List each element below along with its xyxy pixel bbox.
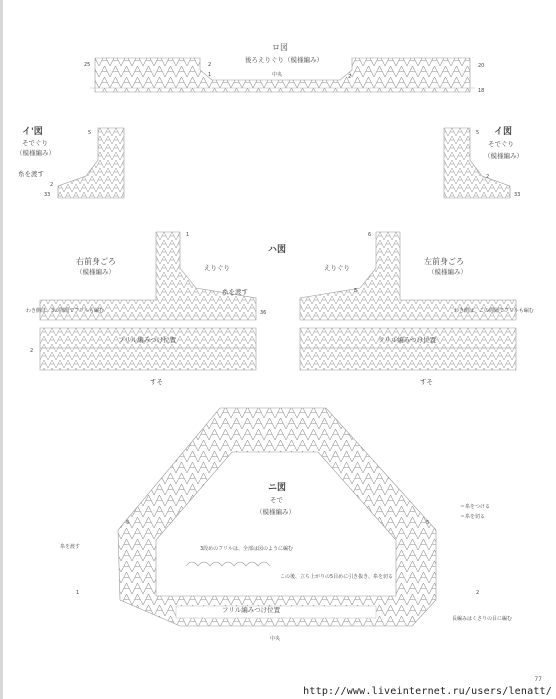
ha-frill-line-right: フリル編みつけ位置 bbox=[118, 336, 177, 344]
diagram-ha bbox=[26, 232, 534, 386]
ha-neck-left: えりぐり bbox=[324, 264, 350, 272]
ro-title: ロ図 bbox=[272, 43, 288, 52]
ni-row-b: 1 bbox=[76, 590, 80, 596]
ha-row-e: 5 bbox=[354, 288, 358, 294]
i-left-row-a: 5 bbox=[88, 130, 92, 136]
ha-row-a: 1 bbox=[186, 232, 190, 238]
i-right-row-c: 33 bbox=[514, 192, 521, 198]
ro-row-right-a: 20 bbox=[478, 63, 485, 69]
diagram-i-right bbox=[444, 125, 523, 198]
i-right-row-b: 2 bbox=[486, 174, 490, 180]
ha-hem-right: すそ bbox=[150, 378, 163, 386]
i-right-pattern: （模様編み） bbox=[484, 152, 523, 160]
i-left-row-c: 33 bbox=[44, 192, 51, 198]
ni-title: ニ図 bbox=[268, 483, 287, 493]
ha-left-pattern: （模様編み） bbox=[428, 268, 467, 276]
ni-row-a-right: 5 bbox=[426, 520, 430, 526]
i-right-name: そでぐり bbox=[488, 140, 514, 148]
i-left-stitch-block bbox=[58, 128, 124, 198]
ro-mark-c: 2 bbox=[348, 74, 352, 80]
i-right-row-a: 5 bbox=[476, 130, 480, 136]
ha-hem-left: すそ bbox=[420, 378, 433, 386]
ni-frill-line: フリル編みつけ位置 bbox=[222, 606, 281, 614]
ni-pattern: （模様編み） bbox=[256, 508, 295, 516]
ha-thread-note: 糸を渡す bbox=[222, 288, 248, 296]
i-left-row-b: 2 bbox=[50, 182, 54, 188]
ni-center: 中央 bbox=[270, 636, 281, 642]
ha-right-pattern: （模様編み） bbox=[76, 268, 115, 276]
ha-neck-right: えりぐり bbox=[204, 264, 230, 272]
ha-row-b: 36 bbox=[260, 310, 267, 316]
i-left-title: イ'図 bbox=[22, 127, 43, 137]
i-right-title: イ図 bbox=[494, 127, 513, 137]
ha-row-d: 6 bbox=[368, 232, 372, 238]
ha-title: ハ図 bbox=[268, 245, 287, 255]
i-left-pattern: （模様編み） bbox=[16, 149, 55, 157]
diagram-ni bbox=[60, 408, 512, 642]
diagram-i-left bbox=[16, 125, 124, 198]
ro-name: 後ろえりぐり（模様編み） bbox=[245, 56, 323, 64]
ni-frill-note: 3段めのフリルは、全部は図のように編む bbox=[200, 546, 293, 552]
ro-center-label: 中央 bbox=[272, 72, 283, 78]
ro-mark-b: 1 bbox=[208, 72, 212, 78]
ha-row-c: 2 bbox=[30, 348, 34, 354]
ni-turn-note: この後、立ち上がりの5目めに引き抜き、糸を切る bbox=[280, 574, 393, 580]
i-right-stitch-block bbox=[444, 128, 510, 198]
ha-left-frill-block bbox=[300, 328, 516, 370]
i-left-thread-note: 糸を渡す bbox=[18, 170, 44, 178]
ro-mark-a: 2 bbox=[208, 62, 212, 68]
ha-right-frill-block bbox=[40, 328, 256, 370]
ha-side-note-left: わき側は、3の間隔でフリルも編む bbox=[26, 308, 104, 314]
ni-cuff-note: 長編みはくさりの目に編む bbox=[452, 616, 513, 622]
ni-legend-attach: ＝糸をつける bbox=[460, 504, 491, 510]
ni-row-c: 2 bbox=[476, 590, 480, 596]
ha-left-body-label: 左前身ごろ bbox=[424, 257, 464, 266]
source-url[interactable]: http://www.liveinternet.ru/users/lenatt/ bbox=[303, 686, 552, 697]
ni-thread-note: 糸を渡す bbox=[60, 544, 81, 550]
i-left-name: そでぐり bbox=[22, 139, 48, 147]
ni-name: そで bbox=[270, 496, 283, 504]
ha-side-note-right: わき側は、この間隔でフリルも編む bbox=[454, 308, 534, 314]
page-number: 77 bbox=[534, 676, 542, 683]
ha-right-body-label: 右前身ごろ bbox=[76, 257, 116, 266]
ha-frill-line-left: フリル編みつけ位置 bbox=[378, 336, 437, 344]
diagram-ro bbox=[84, 42, 484, 94]
ro-row-right-b: 18 bbox=[478, 88, 485, 94]
ni-row-a-left: 5 bbox=[126, 520, 130, 526]
ro-row-left: 25 bbox=[84, 62, 91, 68]
ha-left-body-block bbox=[300, 232, 516, 320]
ha-right-body-block bbox=[40, 232, 256, 320]
ni-legend-cut: ＝糸を切る bbox=[460, 514, 486, 520]
